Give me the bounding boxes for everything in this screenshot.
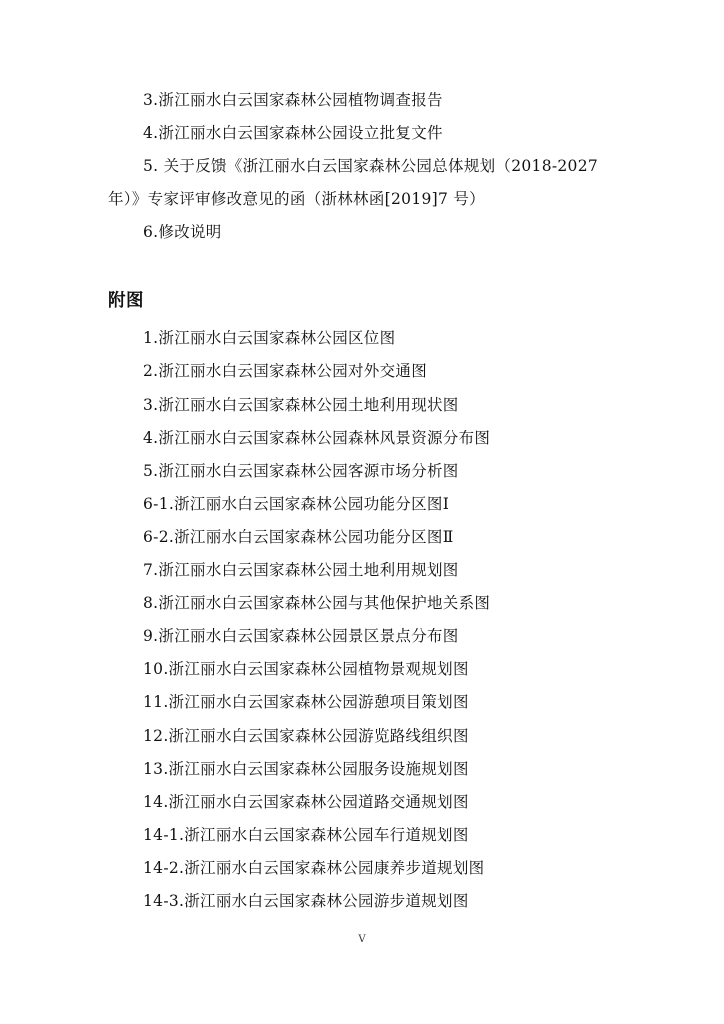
figure-item: 14.浙江丽水白云国家森林公园道路交通规划图 <box>143 793 469 811</box>
figure-item: 12.浙江丽水白云国家森林公园游览路线组织图 <box>143 727 469 745</box>
figure-item: 14-1.浙江丽水白云国家森林公园车行道规划图 <box>143 826 469 844</box>
figure-item: 8.浙江丽水白云国家森林公园与其他保护地关系图 <box>143 594 491 612</box>
figure-item: 9.浙江丽水白云国家森林公园景区景点分布图 <box>143 627 459 645</box>
figure-item: 13.浙江丽水白云国家森林公园服务设施规划图 <box>143 760 469 778</box>
figure-item: 10.浙江丽水白云国家森林公园植物景观规划图 <box>143 660 469 678</box>
figure-item: 2.浙江丽水白云国家森林公园对外交通图 <box>143 362 427 380</box>
figure-item: 11.浙江丽水白云国家森林公园游憩项目策划图 <box>143 693 469 711</box>
attachment-item-5-line2: 年）》专家评审修改意见的函（浙林林函[2019]7 号） <box>108 190 485 208</box>
figure-item: 6-2.浙江丽水白云国家森林公园功能分区图Ⅱ <box>143 528 454 546</box>
attachment-item-4: 4.浙江丽水白云国家森林公园设立批复文件 <box>143 124 443 142</box>
attachment-item-5-line1: 5. 关于反馈《浙江丽水白云国家森林公园总体规划（2018-2027 <box>143 157 599 175</box>
figure-item: 4.浙江丽水白云国家森林公园森林风景资源分布图 <box>143 429 491 447</box>
attachment-item-6: 6.修改说明 <box>143 223 222 241</box>
figure-item: 7.浙江丽水白云国家森林公园土地利用规划图 <box>143 561 459 579</box>
figures-heading: 附图 <box>108 291 144 311</box>
attachment-item-3: 3.浙江丽水白云国家森林公园植物调查报告 <box>143 91 443 109</box>
figure-item: 1.浙江丽水白云国家森林公园区位图 <box>143 329 396 347</box>
figure-item: 6-1.浙江丽水白云国家森林公园功能分区图Ⅰ <box>143 495 450 513</box>
figure-item: 14-3.浙江丽水白云国家森林公园游步道规划图 <box>143 892 469 910</box>
figure-item: 14-2.浙江丽水白云国家森林公园康养步道规划图 <box>143 859 485 877</box>
page-number: V <box>358 934 366 945</box>
figure-item: 3.浙江丽水白云国家森林公园土地利用现状图 <box>143 396 459 414</box>
figure-item: 5.浙江丽水白云国家森林公园客源市场分析图 <box>143 462 459 480</box>
